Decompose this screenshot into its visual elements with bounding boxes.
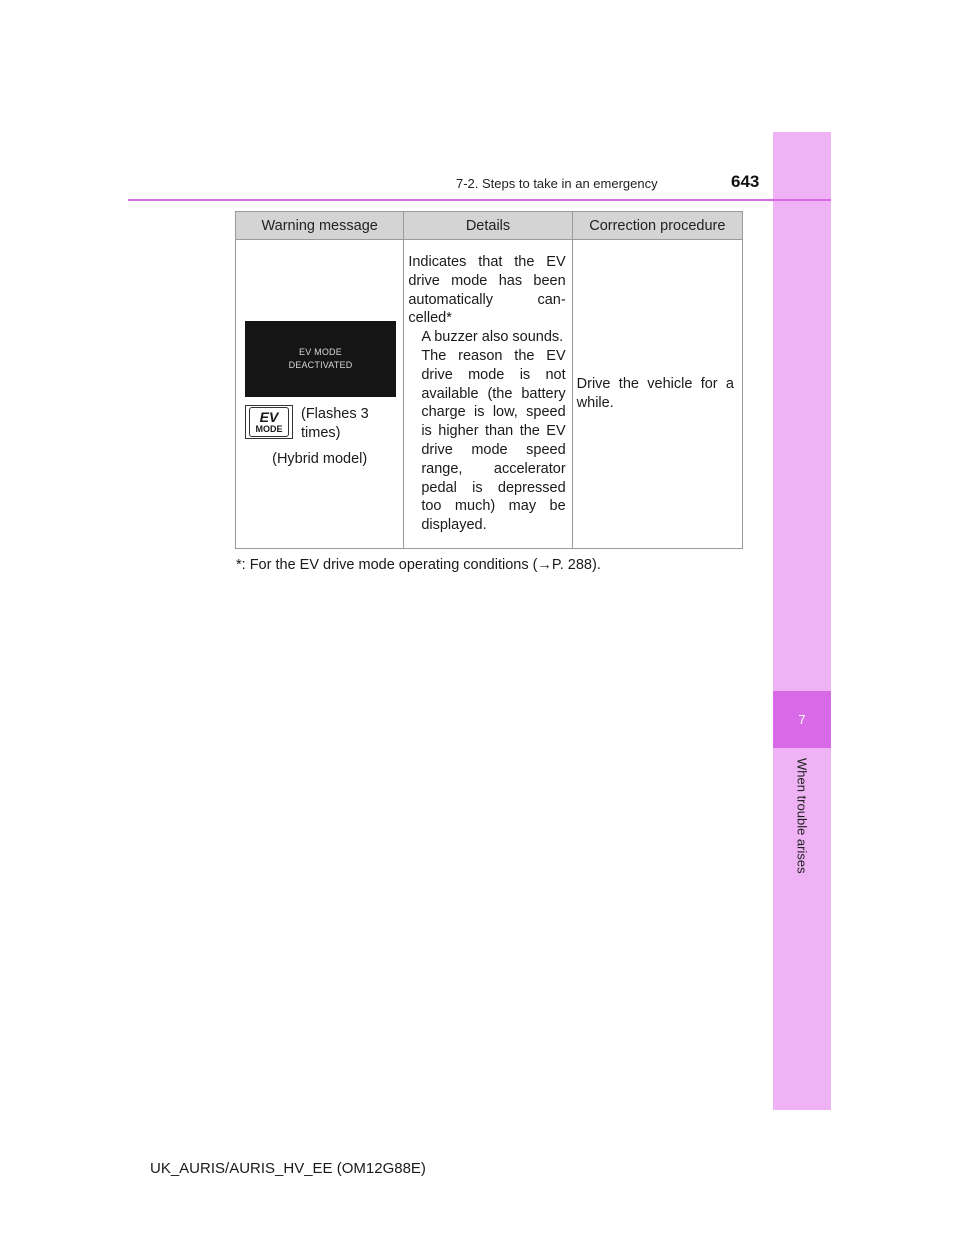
correction-cell: Drive the vehicle for a while. <box>572 240 742 549</box>
chapter-side-tab <box>773 132 831 1110</box>
details-sub-1: A buzzer also sounds. <box>421 329 564 346</box>
display-line-1: EV MODE <box>299 347 342 357</box>
mode-icon-text: MODE <box>255 423 283 434</box>
ev-icon-text: EV <box>259 408 279 425</box>
flash-note: (Flashes 3 times) <box>301 406 369 441</box>
display-line-2: DEACTIVATED <box>288 360 353 370</box>
footnote: *: For the EV drive mode operating conditions (→P. 288). <box>236 557 601 573</box>
section-title: 7-2. Steps to take in an emergency <box>456 176 658 191</box>
chapter-title-text: When trouble arises <box>794 758 810 874</box>
details-sub-2: The reason the EV drive mode is not available (the battery charge is low, speed is higher than the EV drive mode speed range, accelerator pedal is depressed too much) may be displayed. <box>421 348 566 534</box>
document-code: UK_AURIS/AURIS_HV_EE (OM12G88E) <box>150 1160 426 1177</box>
ev-mode-deactivated-display <box>245 321 396 397</box>
header-correction-procedure: Correction procedure <box>572 212 742 240</box>
details-cell <box>404 240 572 549</box>
warning-message-table <box>235 211 743 549</box>
header-details: Details <box>404 212 572 240</box>
details-main: Indicates that the EV drive mode has been automatically can-celled* <box>408 254 566 327</box>
warning-message-cell <box>236 240 404 549</box>
table-row <box>236 240 743 549</box>
chapter-number: 7 <box>773 691 831 748</box>
ev-mode-icon-badge <box>249 407 289 437</box>
model-note: (Hybrid model) <box>272 451 368 467</box>
ev-mode-icon <box>245 405 293 439</box>
page-number: 643 <box>731 172 760 191</box>
header-rule <box>128 199 831 201</box>
table-header-row <box>236 212 743 240</box>
icon-row <box>245 405 403 443</box>
chapter-title <box>773 758 831 958</box>
header-warning-message: Warning message <box>236 212 404 240</box>
